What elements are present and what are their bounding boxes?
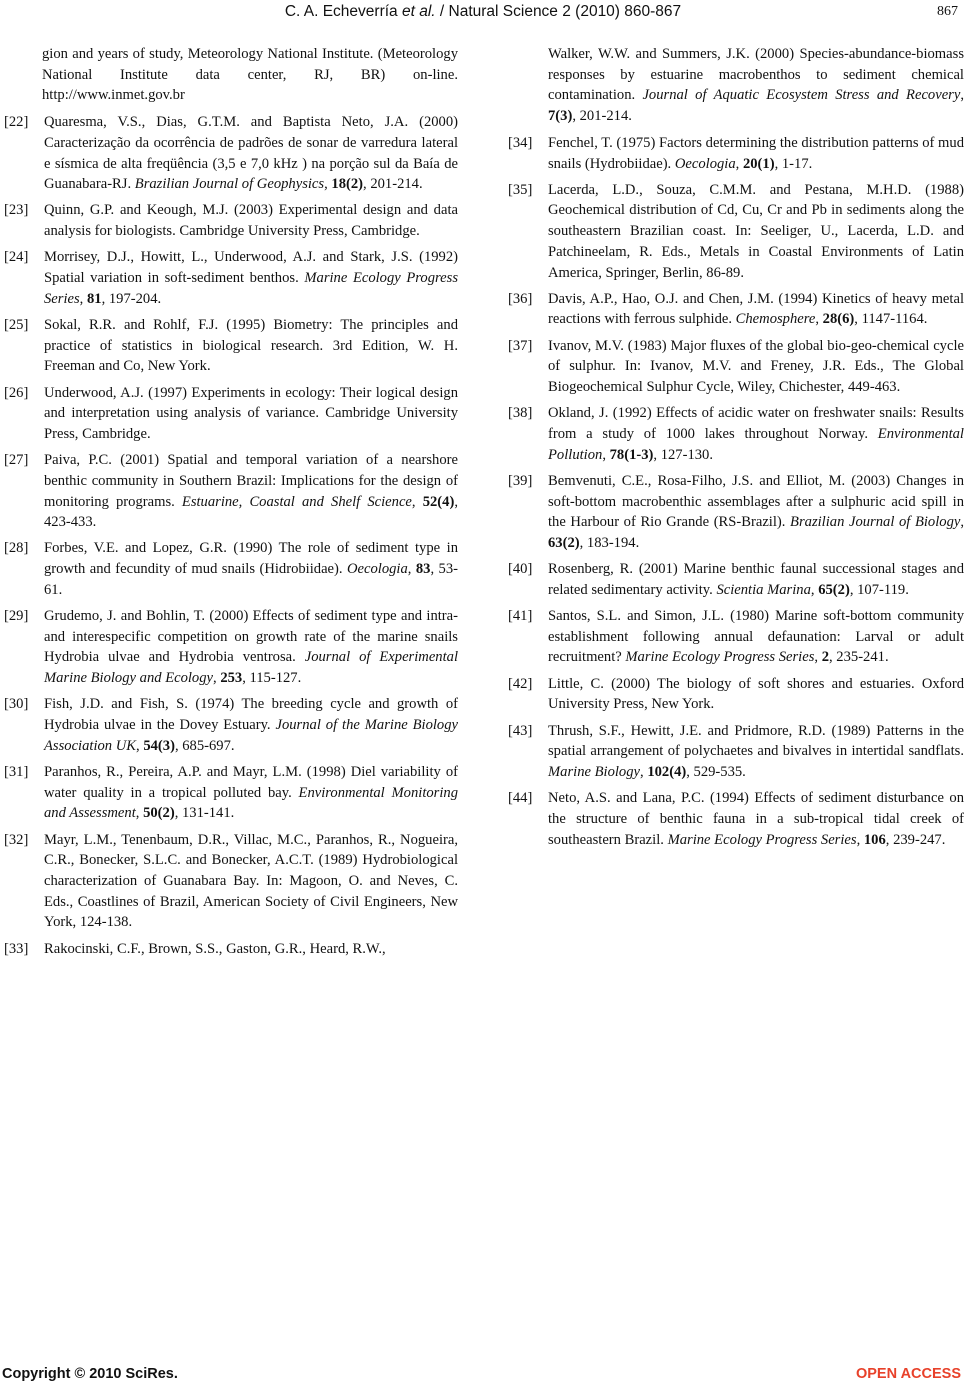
reference-number: [30] [4, 696, 29, 713]
citation-text: Quaresma, V.S., Dias, G.T.M. and Baptista Neto, J.A. (2000) Caracterização da ocorrência de padrões de sonar de varredura lateral e sísmica de alta freqüência (3,5 e 7,0 kHz ) na porção sul da Baía de Guanabara-RJ. [44, 114, 458, 193]
journal-title: Marine Biology [548, 764, 641, 780]
journal-title: Brazilian Journal of Biology [790, 514, 961, 531]
reference-number: [22] [4, 114, 29, 131]
journal-title: Journal of Aquatic Ecosystem Stress and Recovery [642, 87, 961, 104]
citation-text: , [411, 493, 423, 510]
citation-text: , 107-119. [849, 581, 909, 598]
copyright-notice: Copyright © 2010 SciRes. [2, 1366, 178, 1382]
reference-number: [42] [508, 675, 533, 692]
reference-number: [24] [4, 249, 29, 266]
running-header [0, 3, 966, 23]
volume-number: 83 [415, 561, 431, 578]
reference-entry [4, 939, 458, 960]
citation-text: Underwood, A.J. (1997) Experiments in ecology: Their logical design and interpretation using analysis of variance. Cambridge University Press, Cambridge. [44, 384, 458, 442]
reference-entry [4, 315, 458, 377]
reference-entry [4, 538, 458, 600]
reference-entry [508, 471, 964, 554]
citation-text: , 131-141. [174, 805, 235, 822]
citation-text: , 685-697. [174, 737, 235, 754]
citation-text: , [407, 561, 416, 578]
reference-entry [4, 450, 458, 533]
volume-number: 52(4) [422, 493, 455, 510]
reference-number: [23] [4, 202, 29, 219]
citation-text: Ivanov, M.V. (1983) Major fluxes of the global bio-geo-chemical cycle of sulphur. In: Ivanov, M.V. and Freney, J.R. Eds., The Global Biogeochemical Sulphur Cycle, Wiley, Chichester, 449-463. [548, 337, 964, 396]
journal-title: Journal of Experimental Marine Biology and Ecology [44, 649, 458, 687]
citation-text: Little, C. (2000) The biology of soft shores and estuaries. Oxford University Press, New York. [548, 675, 964, 713]
reference-number: [26] [4, 384, 29, 401]
volume-number: 81 [86, 290, 102, 307]
page-footer [0, 1364, 966, 1388]
reference-number: [35] [508, 181, 533, 198]
citation-text: , 201-214. [572, 108, 632, 125]
volume-number: 7(3) [548, 108, 573, 125]
citation-text: , [960, 514, 964, 531]
reference-continuation-right [508, 44, 964, 127]
citation-text: , [135, 805, 144, 822]
reference-number: [33] [4, 940, 29, 957]
reference-entry [508, 559, 964, 600]
reference-number: [38] [508, 405, 533, 422]
citation-text: , [960, 87, 964, 104]
reference-number: [40] [508, 561, 533, 578]
volume-number: 28(6) [822, 311, 855, 328]
journal-title: Chemosphere [735, 311, 816, 328]
citation-text: Davis, A.P., Hao, O.J. and Chen, J.M. (1994) Kinetics of heavy metal reactions with ferrous sulphide. [548, 290, 964, 328]
reference-entry [4, 606, 458, 689]
volume-number: 20(1) [742, 155, 775, 172]
citation-text: , 127-130. [653, 446, 713, 463]
volume-number: 18(2) [331, 176, 364, 193]
citation-text: Morrisey, D.J., Howitt, L., Underwood, A.J. and Stark, J.S. (1992) Spatial variation in soft-sediment benthos. [44, 249, 458, 287]
reference-number: [37] [508, 337, 533, 354]
journal-title: Journal of the Marine Biology Association UK [44, 717, 459, 754]
reference-entry [508, 180, 964, 284]
citation-text: , 423-433. [44, 493, 458, 531]
reference-number: [41] [508, 608, 533, 625]
reference-entry [4, 247, 458, 309]
volume-number: 65(2) [818, 581, 850, 598]
reference-list-right [508, 133, 964, 851]
reference-entry [4, 112, 458, 195]
citation-text: , [814, 649, 822, 666]
journal-title: Marine Ecology Progress Series [625, 649, 815, 666]
reference-number: [43] [508, 722, 533, 739]
citation-text: , 529-535. [686, 764, 746, 780]
citation-text: Okland, J. (1992) Effects of acidic water on freshwater snails: Results from a study of 1000 lakes throughout Norway. [548, 405, 964, 442]
citation-text: , 197-204. [101, 290, 162, 307]
citation-text: Grudemo, J. and Bohlin, T. (2000) Effects of sediment type and intra- and interespecific competition on growth rate of the marine snails Hydrobia ulvae and Hydrobia ventrosa. [44, 608, 458, 666]
citation-text: , [815, 311, 823, 328]
reference-entry [508, 133, 964, 174]
reference-number: [36] [508, 290, 533, 307]
citation-text: , [324, 176, 332, 193]
volume-number: 63(2) [548, 534, 580, 551]
citation-text: Rosenberg, R. (2001) Marine benthic faunal successional stages and related sedimentary activity. [548, 561, 964, 598]
volume-number: 50(2) [143, 805, 175, 822]
reference-number: [28] [4, 540, 29, 557]
citation-text: , [640, 764, 648, 780]
volume-number: 54(3) [143, 737, 175, 754]
citation-text: Santos, S.L. and Simon, J.L. (1980) Marine soft-bottom community establishment following annual defaunation: Larval or adult recruitment? [548, 608, 964, 666]
reference-entry [508, 403, 964, 465]
citation-text: Rakocinski, C.F., Brown, S.S., Gaston, G.R., Heard, R.W., [44, 940, 386, 957]
journal-title: Oecologia [346, 561, 408, 578]
header-authors: C. A. Echeverría [284, 3, 402, 20]
citation-text: , [856, 831, 864, 848]
journal-title: Scientia Marina [716, 581, 811, 598]
reference-number: [29] [4, 608, 29, 625]
reference-entry [508, 336, 964, 398]
reference-number: [32] [4, 831, 29, 848]
reference-number: [39] [508, 472, 533, 489]
citation-text: , [79, 290, 87, 307]
reference-number: [34] [508, 134, 533, 151]
citation-text: , 1147-1164. [854, 311, 928, 328]
citation-text: Thrush, S.F., Hewitt, J.E. and Pridmore, R.D. (1989) Patterns in the spatial arrangement of polychaetes and bivalves in intertidal sandflats. [548, 722, 964, 760]
citation-text: Walker, W.W. and Summers, J.K. (2000) Species-abundance-biomass responses by estuarine macrobenthos to sediment chemical contamination. [548, 46, 964, 104]
citation-text: Lacerda, L.D., Souza, C.M.M. and Pestana, M.H.D. (1988) Geochemical distribution of Cd, Cu, Cr and Pb in sediments along the southeastern Brazilian coast. In: Seeliger, U., Lacerda, L.D. and Patchineelam, R. Eds., Metals in Coastal Environments of Latin America, Springer, Berlin, 86-89. [548, 181, 964, 281]
citation-text: , 183-194. [579, 534, 640, 551]
references-right-column [508, 44, 964, 856]
citation-text: , [213, 670, 221, 687]
volume-number: 102(4) [647, 764, 687, 780]
journal-title: Marine Ecology Progress Series [667, 831, 857, 848]
volume-number: 78(1-3) [609, 446, 654, 463]
reference-entry [508, 674, 964, 715]
reference-entry [4, 694, 458, 756]
reference-entry [4, 200, 458, 241]
reference-entry [4, 762, 458, 824]
reference-number: [44] [508, 790, 533, 807]
journal-title: Environmental Monitoring and Assessment [44, 784, 459, 822]
journal-title: Marine Ecology Progress Series [44, 270, 458, 307]
citation-text: Sokal, R.R. and Rohlf, F.J. (1995) Biometry: The principles and practice of statistics in biological research. 3rd Edition, W. H. Freeman and Co, New York. [44, 316, 458, 375]
citation-text: Paranhos, R., Pereira, A.P. and Mayr, L.M. (1998) Diel variability of water quality in a tropical polluted bay. [44, 764, 458, 801]
citation-text: , 53-61. [44, 561, 459, 598]
citation-text: , 1-17. [774, 155, 813, 172]
references-left-column [4, 44, 458, 965]
citation-text: , 201-214. [363, 176, 423, 193]
header-title [0, 3, 966, 21]
citation-text: , [602, 446, 610, 463]
reference-entry [508, 788, 964, 850]
citation-text: Fish, J.D. and Fish, S. (1974) The breeding cycle and growth of Hydrobia ulvae in the Dovey Estuary. [44, 696, 458, 734]
reference-number: [31] [4, 764, 29, 780]
header-et-al: et al. [401, 3, 436, 20]
citation-text: Bemvenuti, C.E., Rosa-Filho, J.S. and Elliot, M. (2003) Changes in soft-bottom macrobenthic assemblages after a sulphuric acid spill in the Harbour of Rio Grande (RS-Brazil). [548, 472, 964, 531]
citation-text: Forbes, V.E. and Lopez, G.R. (1990) The role of sediment type in growth and fecundity of mud snails (Hidrobiidae). [44, 540, 458, 578]
citation-text: , 115-127. [242, 670, 302, 687]
citation-text: Quinn, G.P. and Keough, M.J. (2003) Experimental design and data analysis for biologists. Cambridge University Press, Cambridge. [44, 202, 458, 240]
volume-number: 106 [863, 831, 886, 848]
citation-text: , 235-241. [829, 649, 889, 666]
citation-text: Neto, A.S. and Lana, P.C. (1994) Effects of sediment disturbance on the structure of benthic fauna in a sub-tropical tidal creek of southeastern Brazil. [548, 790, 964, 848]
citation-text: Paiva, P.C. (2001) Spatial and temporal variation of a nearshore benthic community in Southern Brazil: Implications for the design of monitoring programs. [44, 452, 458, 510]
citation-text: Fenchel, T. (1975) Factors determining the distribution patterns of mud snails (Hydrobiidae). [548, 134, 964, 172]
citation-text: , [810, 581, 819, 598]
reference-continuation-left: gion and years of study, Meteorology National Institute. (Meteorology National Institute data center, RJ, BR) on-line. http://www.inmet.gov.br [42, 46, 458, 104]
reference-list-left [4, 112, 458, 959]
citation-text: Mayr, L.M., Tenenbaum, D.R., Villac, M.C., Paranhos, R., Nogueira, C.R., Bonecker, S.L.C. and Bonecker, A.C.T. (1989) Hydrobiological characterization of Guanabara Bay. In: Magoon, O. and Neves, C. Eds., Coastlines of Brazil, American Society of Civil Engineers, New York, 124-138. [44, 831, 458, 931]
reference-entry [4, 383, 458, 445]
journal-title: Estuarine, Coastal and Shelf Science [181, 493, 412, 510]
journal-title: Oecologia [674, 155, 736, 172]
journal-title: Environmental Pollution [548, 425, 964, 463]
journal-title: Brazilian Journal of Geophysics [134, 176, 325, 193]
reference-entry [508, 606, 964, 668]
reference-number: [27] [4, 452, 29, 469]
reference-entry [4, 830, 458, 934]
citation-text: , [735, 155, 743, 172]
header-journal: / Natural Science 2 (2010) 860-867 [435, 3, 682, 20]
volume-number: 253 [220, 670, 243, 687]
page-number: 867 [937, 4, 958, 19]
open-access-label: OPEN ACCESS [855, 1366, 961, 1382]
volume-number: 2 [821, 649, 829, 666]
citation-text: , 239-247. [885, 831, 946, 848]
reference-entry [508, 289, 964, 330]
reference-entry [508, 721, 964, 783]
citation-text: , [136, 737, 144, 754]
reference-number: [25] [4, 316, 29, 333]
